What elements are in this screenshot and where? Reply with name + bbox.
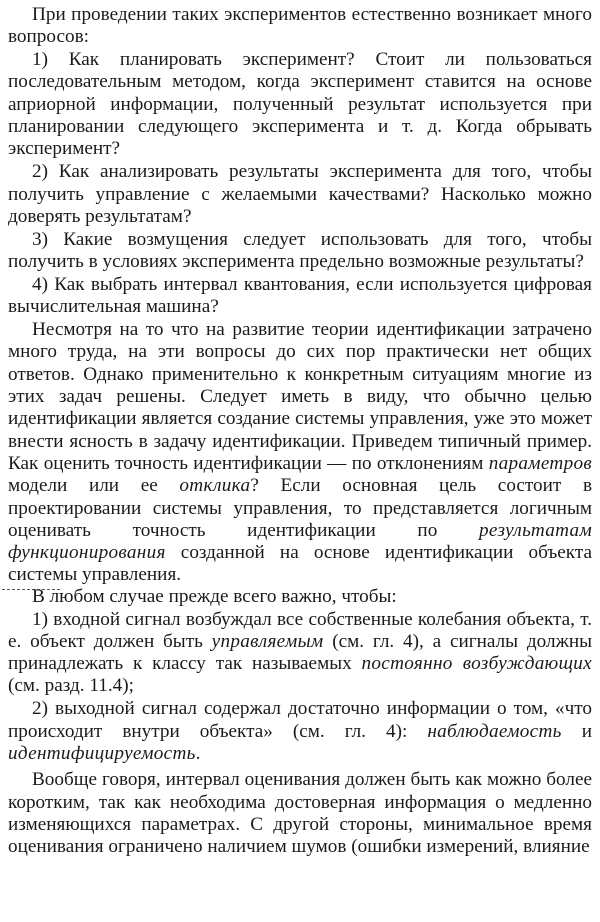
text-run: 4) Как выбрать интервал квантования, если используется цифровая вычислительная машина? [8, 273, 592, 318]
text-run: Вообще говоря, интервал оценивания должен быть как можно более коротким, так как необходима достоверная информация о медленно изменяющихся параметрах. С другой стороны, минимальное время оценивания ограничено наличием шумов (ошибки измерений, влияние [8, 769, 592, 858]
text-run: . [195, 742, 201, 764]
paragraph-question-4 [8, 274, 592, 319]
text-run: 1) входной сигнал возбуждал все собственные колебания объекта, т. е. объект должен быть [8, 608, 592, 652]
text-run: (см. гл. 4), а сигналы должны принадлежать к классу так называемых [8, 630, 592, 675]
text-run: 2) Как анализировать результаты эксперимента для того, чтобы получить управление с желаемыми качествами? Насколько можно доверять результатам? [8, 161, 592, 227]
paragraph-requirements [8, 586, 592, 608]
italic-term: управляемым [211, 630, 324, 652]
text-run: 1) Как планировать эксперимент? Стоит ли пользоваться последовательным методом, когда эксперимент ставится на основе априорной информации, полученный результат используется при планировании следующего эксперимента и т. д. Когда обрывать эксперимент? [8, 49, 592, 160]
paragraph-intro [8, 4, 592, 49]
paragraph-estimation-interval [8, 769, 592, 858]
italic-term: наблюдаемость [427, 720, 562, 742]
paragraph-question-1 [8, 49, 592, 160]
paragraph-requirement-2 [8, 698, 592, 765]
paragraph-requirement-1 [8, 609, 592, 698]
paragraph-question-2 [8, 161, 592, 228]
text-run: и [561, 720, 592, 742]
paragraph-question-3 [8, 229, 592, 274]
text-run: 3) Какие возмущения следует использовать для того, чтобы получить в условиях эксперимента предельно возможные результаты? [8, 228, 592, 273]
text-run: модели или ее [8, 475, 180, 497]
italic-term: отклика [179, 475, 251, 497]
text-run: В любом случае прежде всего важно, чтобы: [32, 585, 397, 607]
italic-term: параметров [488, 452, 592, 474]
text-run: ? Если основная цель состоит в проектировании системы управления, то представляется логичным оценивать точность идентификации по [8, 475, 592, 541]
text-run: (см. разд. 11.4); [8, 675, 134, 697]
paragraph-identification-theory [8, 319, 592, 587]
italic-term: идентифицируемость [8, 742, 196, 764]
italic-term: результатам функционирования [8, 519, 592, 564]
text-run: 2) выходной сигнал содержал достаточно информации о том, «что происходит внутри объекта» (см. гл. 4): [8, 698, 592, 742]
text-run: Несмотря на то что на развитие теории идентификации затрачено много труда, на эти вопросы до сих пор практически нет общих ответов. Однако применительно к конкретным ситуациям многие из этих задач решены. Следует иметь в виду, что обычно целью идентификации является создание системы управления, уже это может внести ясность в задачу идентификации. Приведем типичный пример. Как оценить точность идентификации — по отклонениям [8, 319, 592, 474]
text-run: При проведении таких экспериментов естественно возникает много вопросов: [8, 4, 592, 48]
italic-term: постоянно возбуждающих [361, 653, 592, 675]
text-run: созданной на основе идентификации объекта системы управления. [8, 542, 592, 586]
